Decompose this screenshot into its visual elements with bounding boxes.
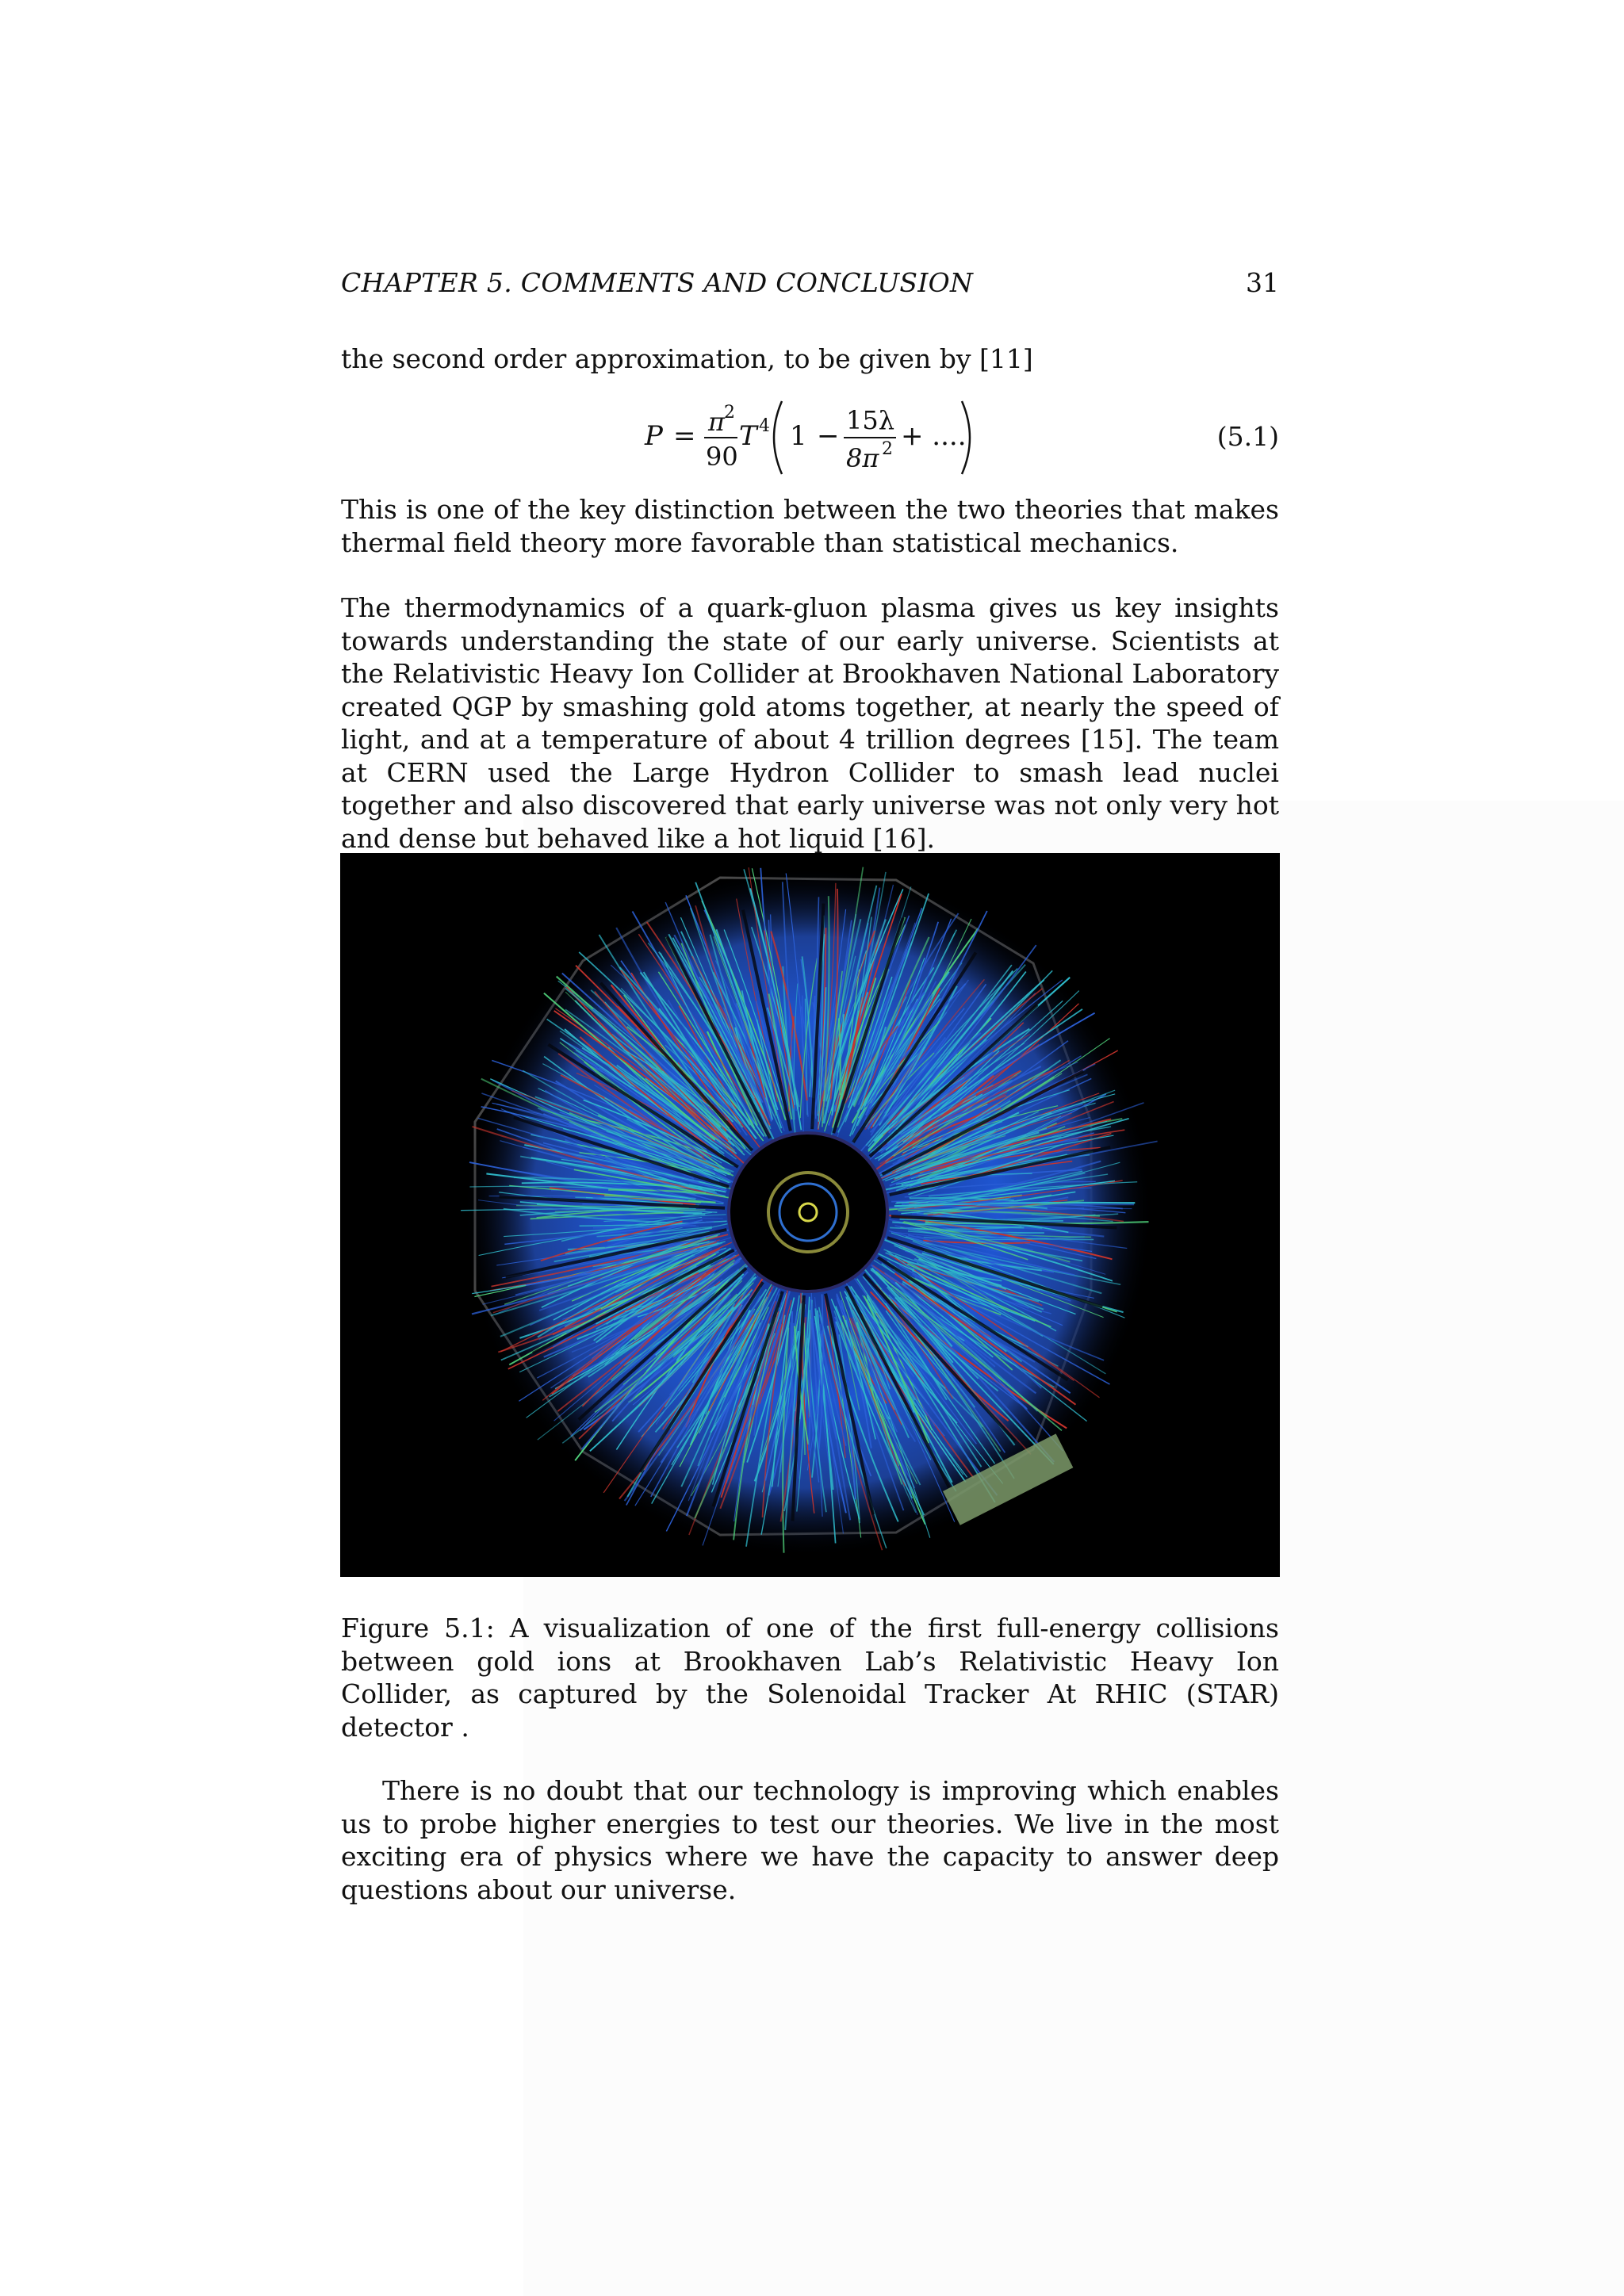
eq-tail: + .... bbox=[901, 420, 967, 452]
figure-5-1-collision-image bbox=[340, 853, 1280, 1577]
paragraph-intro: the second order approximation, to be given by [11] bbox=[341, 343, 1033, 374]
eq-var: T bbox=[739, 420, 757, 452]
eq-frac1-num: π bbox=[708, 407, 726, 437]
page-number: 31 bbox=[1246, 267, 1279, 298]
paragraph-closing: There is no doubt that our technology is improving which enables us to probe higher energies to test our theories. We live in the most exciting era of physics where we have the capacity to answer deep questions about our universe. bbox=[341, 1775, 1279, 1905]
collision-visualization bbox=[340, 853, 1280, 1577]
equation-number: (5.1) bbox=[1216, 421, 1279, 452]
eq-one: 1 bbox=[790, 420, 807, 452]
eq-frac2-den-exp: 2 bbox=[882, 439, 893, 459]
eq-equals: = bbox=[673, 420, 696, 452]
figure-caption: Figure 5.1: A visualization of one of the first full-energy collisions between gold ions at Brookhaven Lab’s Relativistic Heavy Ion Collider, as captured by the Solenoidal Tracker At RHIC (STAR) detector . bbox=[341, 1613, 1279, 1743]
eq-minus: − bbox=[817, 420, 840, 452]
eq-frac1-num-exp: 2 bbox=[724, 403, 735, 423]
eq-frac2-num: 15λ bbox=[846, 405, 894, 435]
equation-5-1 bbox=[341, 396, 1279, 482]
eq-lhs: P bbox=[645, 420, 663, 452]
chapter-title: CHAPTER 5. COMMENTS AND CONCLUSION bbox=[341, 267, 974, 298]
paragraph-distinction: This is one of the key distinction between the two theories that makes thermal field theory more favorable than statistical mechanics. bbox=[341, 494, 1279, 558]
eq-left-paren bbox=[774, 401, 782, 474]
eq-frac2-den: 8π bbox=[846, 443, 879, 473]
eq-var-exp: 4 bbox=[759, 416, 770, 436]
running-header bbox=[341, 264, 1279, 302]
eq-frac1-den: 90 bbox=[706, 442, 738, 472]
paragraph-qgp: The thermodynamics of a quark-gluon plasma gives us key insights towards understanding the state of our early universe. Scientists at the Relativistic Heavy Ion Collider at Brookhaven National Laboratory created QGP by smashing gold atoms together, at nearly the speed of light, and at a temperature of about 4 trillion degrees [15]. The team at CERN used the Large Hydron Collider to smash lead nuclei together and also discovered that early universe was not only very hot and dense but behaved like a hot liquid [16]. bbox=[341, 592, 1279, 854]
equation-body bbox=[341, 396, 1134, 482]
